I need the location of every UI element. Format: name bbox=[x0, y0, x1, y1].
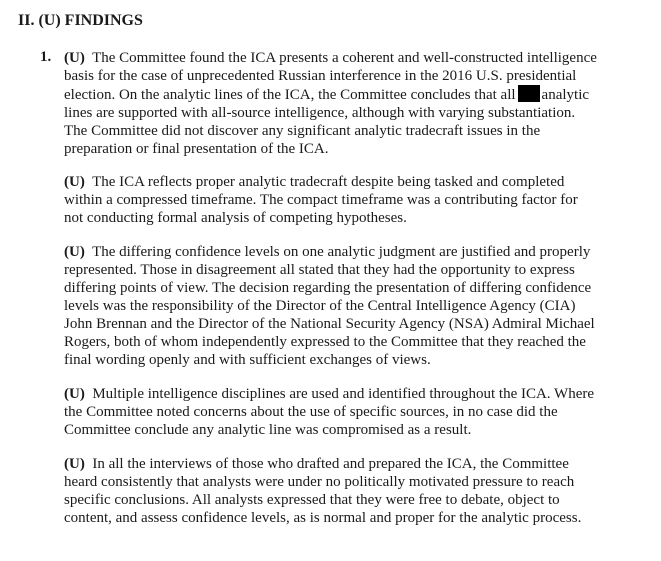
classification-marker: (U) bbox=[64, 174, 85, 190]
paragraph-line: John Brennan and the Director of the National Security Agency (NSA) Admiral Michael bbox=[64, 316, 595, 332]
paragraph-line bbox=[64, 173, 578, 191]
finding-paragraph-3 bbox=[64, 243, 595, 369]
line-text: analytic bbox=[541, 87, 590, 103]
paragraph-line: heard consistently that analysts were under no politically motivated pressure to reach bbox=[64, 474, 575, 490]
finding-paragraph-4 bbox=[64, 385, 594, 439]
line-text: The ICA reflects proper analytic tradecraft despite being tasked and completed bbox=[92, 174, 565, 190]
paragraph-line bbox=[64, 385, 594, 403]
paragraph-line bbox=[64, 243, 595, 261]
section-heading: II. (U) FINDINGS bbox=[18, 12, 143, 29]
paragraph-line: Committee conclude any analytic line was compromised as a result. bbox=[64, 422, 472, 438]
finding-paragraph-5 bbox=[64, 455, 581, 527]
classification-marker: (U) bbox=[64, 456, 85, 472]
line-text: election. On the analytic lines of the ICA, the Committee concludes that all bbox=[64, 87, 516, 103]
paragraph-line: lines are supported with all-source intelligence, although with varying substantiation. bbox=[64, 105, 576, 121]
paragraph-line bbox=[64, 49, 597, 67]
paragraph-line: represented. Those in disagreement all stated that they had the opportunity to express bbox=[64, 262, 575, 278]
paragraph-line: preparation or final presentation of the ICA. bbox=[64, 141, 329, 157]
classification-marker: (U) bbox=[64, 50, 85, 66]
paragraph-line: The Committee did not discover any significant analytic tradecraft issues in the bbox=[64, 123, 541, 139]
paragraph-line: differing points of view. The decision regarding the presentation of differing confidence bbox=[64, 280, 592, 296]
paragraph-line: specific conclusions. All analysts expressed that they were free to debate, object to bbox=[64, 492, 560, 508]
paragraph-line: within a compressed timeframe. The compact timeframe was a contributing factor for bbox=[64, 192, 578, 208]
classification-marker: (U) bbox=[64, 244, 85, 260]
line-text: Multiple intelligence disciplines are used and identified throughout the ICA. Where bbox=[92, 386, 595, 402]
paragraph-line: Rogers, both of whom independently expressed to the Committee that they reached the bbox=[64, 334, 586, 350]
finding-paragraph-1 bbox=[64, 49, 597, 158]
paragraph-line bbox=[64, 455, 581, 473]
paragraph-line: the Committee noted concerns about the use of specific sources, in no case did the bbox=[64, 404, 558, 420]
line-text: The differing confidence levels on one analytic judgment are justified and properly bbox=[92, 244, 591, 260]
redaction-box bbox=[518, 85, 540, 102]
finding-paragraph-2 bbox=[64, 173, 578, 227]
paragraph-line: levels was the responsibility of the Director of the Central Intelligence Agency (CIA) bbox=[64, 298, 576, 314]
classification-marker: (U) bbox=[64, 386, 85, 402]
paragraph-line: final wording openly and with sufficient exchanges of views. bbox=[64, 352, 431, 368]
paragraph-line: content, and assess confidence levels, as is normal and proper for the analytic process. bbox=[64, 510, 582, 526]
item-number: 1. bbox=[40, 49, 52, 65]
line-text: In all the interviews of those who drafted and prepared the ICA, the Committee bbox=[92, 456, 569, 472]
paragraph-line bbox=[64, 85, 597, 104]
paragraph-line: not conducting formal analysis of competing hypotheses. bbox=[64, 210, 407, 226]
paragraph-line: basis for the case of unprecedented Russian interference in the 2016 U.S. presidential bbox=[64, 68, 577, 84]
line-text: The Committee found the ICA presents a coherent and well-constructed intelligence bbox=[92, 50, 597, 66]
